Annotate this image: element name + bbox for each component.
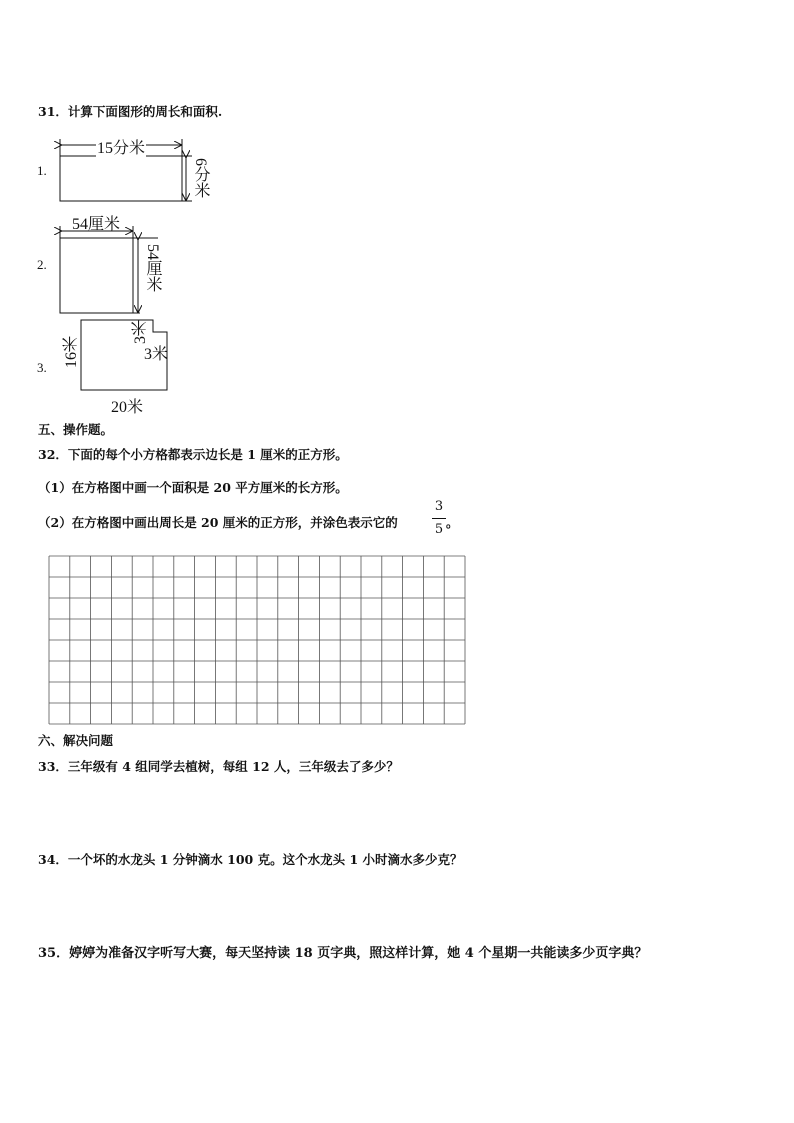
q32-part2-end: 。 [446, 515, 459, 530]
q31-title: 31．计算下面图形的周长和面积. [38, 104, 223, 119]
fig1-rectangle [60, 156, 182, 201]
fig3-notch-vertical-label: 3米 [132, 320, 149, 344]
q33-text: 33．三年级有 4 组同学去植树，每组 12 人，三年级去了多少？ [38, 759, 399, 774]
fig1-height-label: 6分米 [192, 158, 209, 198]
fig3-left-label: 16米 [63, 336, 80, 368]
fig1-width-label: 15分米 [96, 135, 146, 158]
q34-text: 34．一个坏的水龙头 1 分钟滴水 100 克。这个水龙头 1 小时滴水多少克？ [38, 852, 463, 867]
q32-title: 32．下面的每个小方格都表示边长是 1 厘米的正方形。 [38, 447, 348, 462]
fraction-denominator: 5 [434, 522, 444, 537]
fraction-numerator: 3 [434, 499, 444, 514]
fig3-number: 3. [37, 360, 47, 375]
q32-part2: （2）在方格图中画出周长是 20 厘米的正方形，并涂色表示它的 [38, 515, 398, 530]
fig3-notch-horizontal-label: 3米 [144, 346, 169, 363]
section-6-heading: 六、解决问题 [38, 733, 114, 748]
fig3-bottom-label: 20米 [111, 399, 144, 416]
grid-paper [49, 556, 465, 724]
q32-part1: （1）在方格图中画一个面积是 20 平方厘米的长方形。 [38, 480, 348, 495]
section-5-heading: 五、操作题。 [38, 422, 114, 437]
fraction-bar [432, 518, 446, 519]
fig2-height-label: 54厘米 [141, 244, 164, 292]
fig2-square [60, 238, 133, 313]
fig1-number: 1. [37, 163, 47, 178]
fig2-number: 2. [37, 257, 47, 272]
q35-text: 35．婷婷为准备汉字听写大赛，每天坚持读 18 页字典，照这样计算，她 4 个星期一共能读多少页字典？ [38, 946, 648, 961]
fig2-width-label: 54厘米 [72, 216, 121, 233]
